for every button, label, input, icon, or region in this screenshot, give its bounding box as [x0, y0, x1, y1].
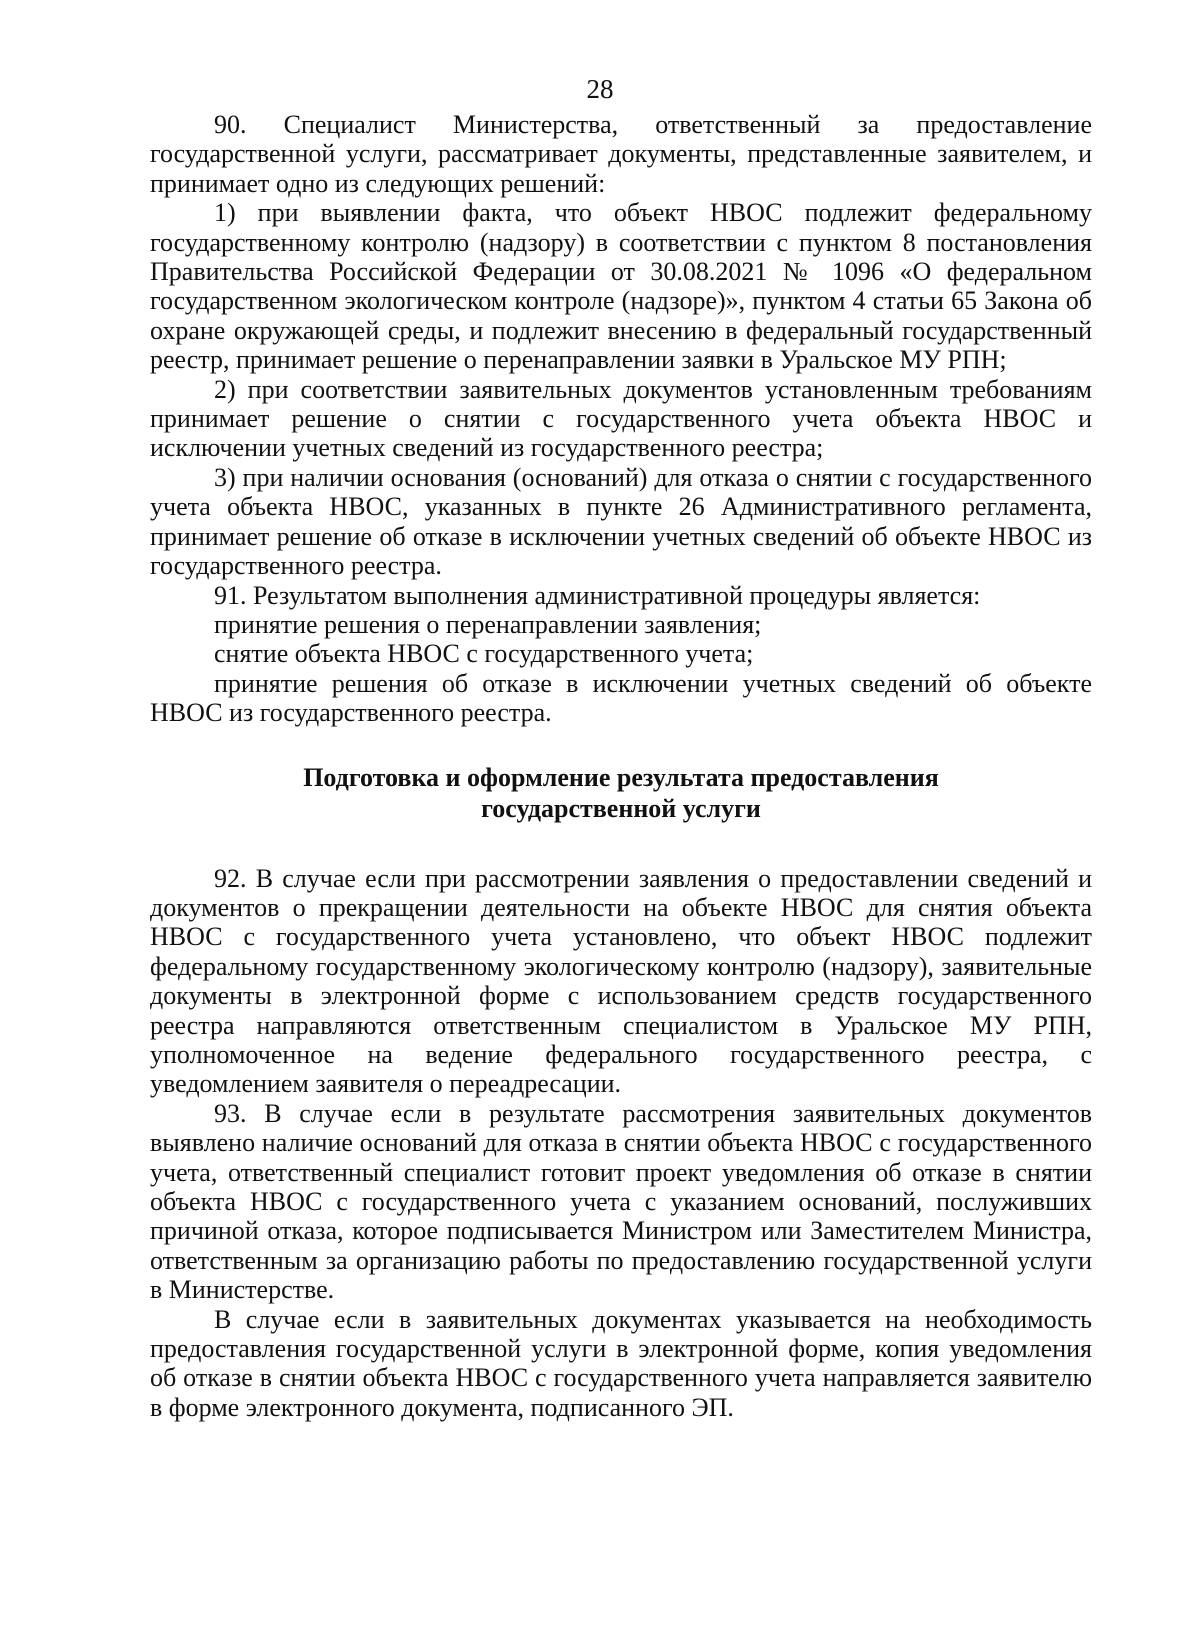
document-body — [150, 110, 1092, 1422]
result-item-3: принятие решения об отказе в исключении учетных сведений об объекте НВОС из государственного реестра. — [150, 668, 1092, 728]
paragraph-93: 93. В случае если в результате рассмотрения заявительных документов выявлено наличие оснований для отказа в снятии объекта НВОС с государственного учета, ответственный специалист готовит проект уведомления об отказе в снятии объекта НВОС с государственного учета с указанием оснований, послуживших причиной отказа, которое подписывается Министром или Заместителем Министра, ответственным за организацию работы по предоставлению государственной услуги в Министерстве. — [150, 1098, 1092, 1305]
section-heading-line-2: государственной услуги — [481, 793, 761, 823]
section-heading — [150, 762, 1092, 824]
paragraph-92: 92. В случае если при рассмотрении заявления о предоставлении сведений и документов о прекращении деятельности на объекте НВОС для снятия объекта НВОС с государственного учета установлено, что объект НВОС подлежит федеральному государственному экологическому контролю (надзору), заявительные документы в электронной форме с использованием средств государственного реестра направляются ответственным специалистом в Уральское МУ РПН, уполномоченное на ведение федерального государственного реестра, с уведомлением заявителя о переадресации. — [150, 863, 1092, 1099]
page-number: 28 — [586, 74, 614, 104]
result-item-2: снятие объекта НВОС с государственного учета; — [214, 639, 754, 669]
paragraph-93-continuation: В случае если в заявительных документах указывается на необходимость предоставления государственной услуги в электронной форме, копия уведомления об отказе в снятии объекта НВОС с государственного учета направляется заявителю в форме электронного документа, подписанного ЭП. — [150, 1304, 1092, 1422]
list-item-1: 1) при выявлении факта, что объект НВОС подлежит федеральному государственному контролю (надзору) в соответствии с пунктом 8 постановления Правительства Российской Федерации от 30.08.2021 № 1096 «О федеральном государственном экологическом контроле (надзоре)», пунктом 4 статьи 65 Закона об охране окружающей среды, и подлежит внесению в федеральный государственный реестр, принимает решение о перенаправлении заявки в Уральское МУ РПН; — [150, 198, 1092, 375]
paragraph-91: 91. Результатом выполнения административной процедуры является: — [214, 580, 981, 610]
list-item-2: 2) при соответствии заявительных документов установленным требованиям принимает решение о снятии с государственного учета объекта НВОС и исключении учетных сведений из государственного реестра; — [150, 374, 1092, 463]
result-item-1: принятие решения о перенаправлении заявления; — [214, 609, 762, 639]
list-item-3: 3) при наличии основания (оснований) для отказа о снятии с государственного учета объекта НВОС, указанных в пункте 26 Административного регламента, принимает решение об отказе в исключении учетных сведений об объекте НВОС из государственного реестра. — [150, 462, 1092, 581]
paragraph-90: 90. Специалист Министерства, ответственный за предоставление государственной услуги, рассматривает документы, представленные заявителем, и принимает одно из следующих решений: — [150, 110, 1092, 198]
section-heading-line-1: Подготовка и оформление результата предоставления — [303, 762, 939, 792]
